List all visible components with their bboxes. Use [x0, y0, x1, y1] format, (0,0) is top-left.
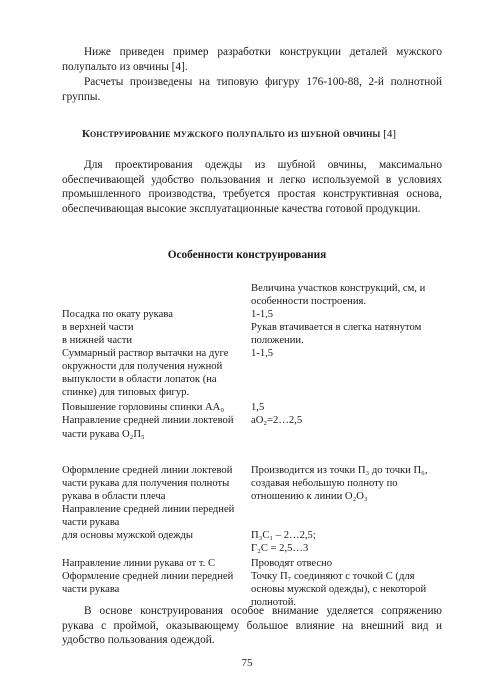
- table-row-left: Суммарный раствор вытачки на дуге: [62, 348, 229, 359]
- table-row-left: Направление средней линии передней: [62, 504, 235, 515]
- table-row-left: для основы мужской одежды: [62, 530, 194, 541]
- table-row-right: полнотой.: [251, 597, 297, 608]
- table-row-left: Оформление средней линии передней: [62, 571, 234, 582]
- table-row-left: Оформление средней линии локтевой: [62, 465, 233, 476]
- table-row-right: Проводят отвесно: [251, 558, 333, 569]
- table-row-right: основы мужской одежды), с некоторой: [251, 584, 427, 595]
- table-row-right: 1-1,5: [251, 309, 274, 320]
- table-title: Особенности конструирования: [167, 249, 327, 261]
- page-number: 75: [241, 657, 253, 669]
- table-row-right: 1,5: [251, 402, 265, 413]
- table-row-right: аО₂=2…2,5: [251, 415, 303, 426]
- table-row-left: части рукава: [62, 517, 120, 528]
- table-row-right: отношению к линии О₂О₃: [251, 491, 368, 502]
- table-row-right: 1-1,5: [251, 348, 274, 359]
- table-row-left: Посадка по окату рукава: [62, 309, 173, 320]
- section-heading-text: Конструирование мужского полупальто из шубной овчины: [82, 128, 381, 140]
- table-row-right: создавая небольшую полноту по: [251, 478, 398, 489]
- table-row-right: положении.: [251, 335, 304, 346]
- intro-paragraph-2: Расчеты произведены на типовую фигуру 176-100-88, 2-й полнотной группы.: [62, 76, 442, 103]
- table-row-left: рукава в области плеча: [62, 491, 166, 502]
- table-row-right: П₃С₁ – 2…2,5;: [251, 530, 316, 541]
- table-row-left: части рукава для получения полноты: [62, 478, 230, 489]
- table-row-left: Направление средней линии локтевой: [62, 415, 234, 426]
- table-row-left: выпуклости в области лопаток (на: [62, 374, 217, 385]
- table-row-left: части рукава: [62, 584, 120, 595]
- section-heading-ref: [4]: [383, 128, 397, 140]
- table-row-left: в верхней части: [62, 322, 134, 333]
- table-row-left: спинке) для типовых фигур.: [62, 387, 190, 398]
- section-heading: [82, 128, 442, 140]
- table-row-left: части рукава О₂П₅: [62, 429, 145, 440]
- table-row-right: Г₂С = 2,5…3: [251, 543, 309, 554]
- table-row-right: Рукав втачивается в слегка натянутом: [251, 322, 422, 333]
- table-row-right: Производится из точки П₃ до точки П₆,: [251, 465, 428, 476]
- table-row-left: Направление линии рукава от т. С: [62, 558, 216, 569]
- outro-paragraph: В основе конструирования особое внимание уделяется сопряжению рукава с проймой, оказывающему большое влияние на внешний вид и удобство пользования одеждой.: [62, 605, 442, 647]
- table-row-left: в нижней части: [62, 335, 133, 346]
- table-row-right: Точку П₇ соединяют с точкой С (для: [251, 571, 415, 582]
- section-body: Для проектирования одежды из шубной овчины, максимально обеспечивающей удобство пользования и легко используемой в условиях промышленного производства, требуется простая конструктивная основа, обеспечивающая высокие эксплуатационные качества готовой продукции.: [62, 159, 442, 215]
- intro-paragraph-1: Ниже приведен пример разработки конструкции деталей мужского полупальто из овчины [4].: [62, 46, 442, 73]
- table-header-line-1: Величина участков конструкций, см, и: [251, 283, 426, 294]
- table-header-line-2: особенности построения.: [251, 296, 367, 307]
- table-row-left: окружности для получения нужной: [62, 361, 223, 372]
- table-row-left: Повышение горловины спинки АА₀: [62, 402, 225, 413]
